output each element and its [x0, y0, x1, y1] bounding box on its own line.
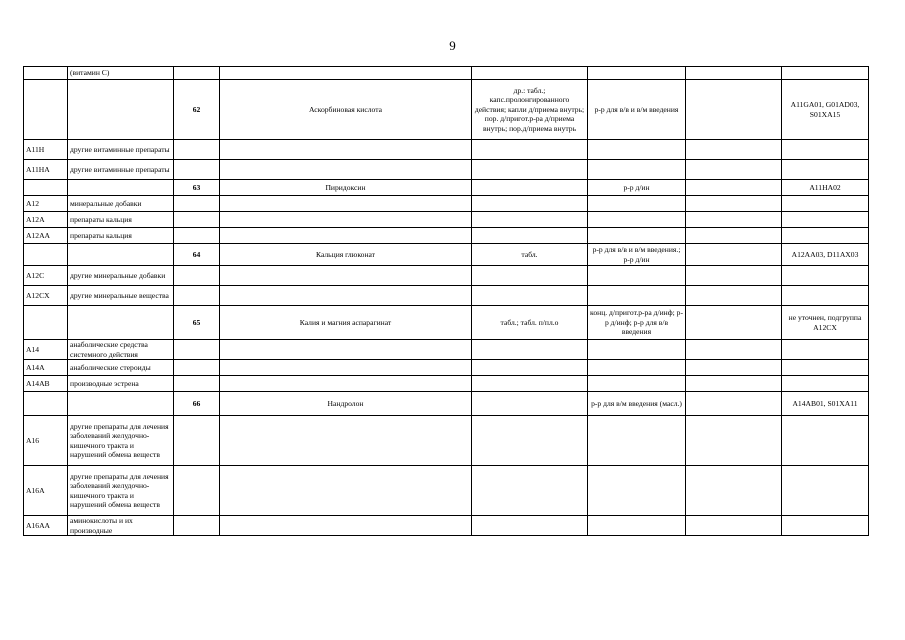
table-row — [24, 286, 869, 306]
code-cell: A16 — [24, 416, 68, 466]
number-cell — [174, 266, 220, 286]
other-form-cell — [686, 212, 782, 228]
code-cell: A16AA — [24, 516, 68, 536]
table-row — [24, 160, 869, 180]
atc-code-cell: A11GA01, G01AD03, S01XA15 — [782, 80, 869, 140]
oral-form-cell — [472, 67, 588, 80]
number-cell — [174, 160, 220, 180]
drug-name-cell: Калия и магния аспарагинат — [220, 306, 472, 340]
atc-code-cell — [782, 360, 869, 376]
drug-name-cell — [220, 466, 472, 516]
number-cell — [174, 516, 220, 536]
other-form-cell — [686, 266, 782, 286]
group-name-cell: другие препараты для лечения заболеваний желудочно-кишечного тракта и нарушений обмена веществ — [68, 466, 174, 516]
table-row — [24, 212, 869, 228]
injection-form-cell — [588, 266, 686, 286]
atc-code-cell: A14AB01, S01XA11 — [782, 392, 869, 416]
oral-form-cell — [472, 228, 588, 244]
table-row — [24, 228, 869, 244]
oral-form-cell — [472, 516, 588, 536]
other-form-cell — [686, 340, 782, 360]
injection-form-cell — [588, 360, 686, 376]
oral-form-cell — [472, 266, 588, 286]
table-row — [24, 67, 869, 80]
other-form-cell — [686, 466, 782, 516]
other-form-cell — [686, 180, 782, 196]
other-form-cell — [686, 392, 782, 416]
number-cell — [174, 67, 220, 80]
group-name-cell: другие витаминные препараты — [68, 160, 174, 180]
number-cell: 62 — [174, 80, 220, 140]
oral-form-cell — [472, 376, 588, 392]
number-cell — [174, 196, 220, 212]
group-name-cell — [68, 244, 174, 266]
group-name-cell: препараты кальция — [68, 228, 174, 244]
oral-form-cell — [472, 466, 588, 516]
other-form-cell — [686, 244, 782, 266]
injection-form-cell — [588, 228, 686, 244]
number-cell — [174, 416, 220, 466]
other-form-cell — [686, 80, 782, 140]
group-name-cell — [68, 80, 174, 140]
group-name-cell: аминокислоты и их производные — [68, 516, 174, 536]
injection-form-cell — [588, 466, 686, 516]
atc-code-cell — [782, 160, 869, 180]
group-name-cell: другие минеральные вещества — [68, 286, 174, 306]
injection-form-cell — [588, 286, 686, 306]
drug-name-cell — [220, 376, 472, 392]
injection-form-cell — [588, 376, 686, 392]
injection-form-cell — [588, 140, 686, 160]
number-cell: 66 — [174, 392, 220, 416]
oral-form-cell — [472, 392, 588, 416]
code-cell: A11H — [24, 140, 68, 160]
number-cell: 65 — [174, 306, 220, 340]
number-cell — [174, 228, 220, 244]
oral-form-cell: табл.; табл. п/пл.о — [472, 306, 588, 340]
oral-form-cell: табл. — [472, 244, 588, 266]
atc-code-cell — [782, 228, 869, 244]
atc-code-cell — [782, 196, 869, 212]
oral-form-cell — [472, 212, 588, 228]
drug-name-cell — [220, 516, 472, 536]
drug-name-cell: Пиридоксин — [220, 180, 472, 196]
drug-name-cell — [220, 266, 472, 286]
atc-code-cell — [782, 140, 869, 160]
number-cell — [174, 212, 220, 228]
other-form-cell — [686, 67, 782, 80]
table-row — [24, 376, 869, 392]
atc-code-cell — [782, 466, 869, 516]
injection-form-cell — [588, 340, 686, 360]
injection-form-cell — [588, 160, 686, 180]
number-cell — [174, 340, 220, 360]
group-name-cell — [68, 306, 174, 340]
oral-form-cell: др.: табл.; капс.пролонгированного действия; капли д/приема внутрь; пор. д/пригот.р-ра д/приема внутрь; пор.д/приема внутрь — [472, 80, 588, 140]
atc-code-cell — [782, 416, 869, 466]
other-form-cell — [686, 306, 782, 340]
code-cell: A12CX — [24, 286, 68, 306]
group-name-cell: анаболические стероиды — [68, 360, 174, 376]
oral-form-cell — [472, 180, 588, 196]
drug-name-cell — [220, 212, 472, 228]
atc-code-cell — [782, 516, 869, 536]
drug-name-cell: Нандролон — [220, 392, 472, 416]
drug-name-cell: Аскорбиновая кислота — [220, 80, 472, 140]
code-cell — [24, 180, 68, 196]
group-name-cell — [68, 180, 174, 196]
table-row — [24, 416, 869, 466]
drug-name-cell — [220, 340, 472, 360]
injection-form-cell — [588, 416, 686, 466]
oral-form-cell — [472, 160, 588, 180]
table-row — [24, 516, 869, 536]
other-form-cell — [686, 196, 782, 212]
atc-code-cell — [782, 376, 869, 392]
drug-name-cell: Кальция глюконат — [220, 244, 472, 266]
code-cell — [24, 67, 68, 80]
other-form-cell — [686, 140, 782, 160]
number-cell — [174, 360, 220, 376]
atc-code-cell — [782, 286, 869, 306]
table-row — [24, 196, 869, 212]
other-form-cell — [686, 228, 782, 244]
oral-form-cell — [472, 360, 588, 376]
number-cell — [174, 466, 220, 516]
group-name-cell: минеральные добавки — [68, 196, 174, 212]
atc-code-cell: не уточнен, подгруппа A12CX — [782, 306, 869, 340]
oral-form-cell — [472, 286, 588, 306]
number-cell — [174, 286, 220, 306]
atc-code-cell — [782, 67, 869, 80]
atc-code-cell: A11HA02 — [782, 180, 869, 196]
drug-name-cell — [220, 360, 472, 376]
number-cell — [174, 376, 220, 392]
oral-form-cell — [472, 416, 588, 466]
table-row — [24, 466, 869, 516]
table-row — [24, 392, 869, 416]
code-cell: A11HA — [24, 160, 68, 180]
group-name-cell — [68, 392, 174, 416]
number-cell: 64 — [174, 244, 220, 266]
group-name-cell: другие препараты для лечения заболеваний желудочно-кишечного тракта и нарушений обмена веществ — [68, 416, 174, 466]
table-row — [24, 266, 869, 286]
code-cell: A14AB — [24, 376, 68, 392]
table-row — [24, 340, 869, 360]
injection-form-cell: конц. д/пригот.р-ра д/инф; р-р д/инф; р-р для в/в введения — [588, 306, 686, 340]
injection-form-cell — [588, 196, 686, 212]
code-cell: A14A — [24, 360, 68, 376]
drug-name-cell — [220, 286, 472, 306]
table-row — [24, 180, 869, 196]
drug-name-cell — [220, 140, 472, 160]
code-cell — [24, 392, 68, 416]
injection-form-cell — [588, 67, 686, 80]
other-form-cell — [686, 360, 782, 376]
drug-name-cell — [220, 67, 472, 80]
other-form-cell — [686, 286, 782, 306]
atc-code-cell — [782, 212, 869, 228]
atc-code-cell: A12AA03, D11AX03 — [782, 244, 869, 266]
code-cell: A12AA — [24, 228, 68, 244]
drug-name-cell — [220, 160, 472, 180]
code-cell: A16A — [24, 466, 68, 516]
group-name-cell: другие минеральные добавки — [68, 266, 174, 286]
table-row — [24, 140, 869, 160]
table-row — [24, 80, 869, 140]
group-name-cell: (витамин С) — [68, 67, 174, 80]
table-body — [24, 67, 869, 536]
oral-form-cell — [472, 140, 588, 160]
code-cell: A14 — [24, 340, 68, 360]
medication-table — [23, 66, 869, 536]
drug-name-cell — [220, 228, 472, 244]
group-name-cell: анаболические средства системного действия — [68, 340, 174, 360]
injection-form-cell: р-р д/ин — [588, 180, 686, 196]
atc-code-cell — [782, 340, 869, 360]
table-row — [24, 360, 869, 376]
code-cell — [24, 80, 68, 140]
code-cell: A12A — [24, 212, 68, 228]
number-cell — [174, 140, 220, 160]
group-name-cell: препараты кальция — [68, 212, 174, 228]
oral-form-cell — [472, 340, 588, 360]
number-cell: 63 — [174, 180, 220, 196]
page-number: 9 — [449, 38, 456, 53]
code-cell — [24, 306, 68, 340]
code-cell — [24, 244, 68, 266]
atc-code-cell — [782, 266, 869, 286]
drug-name-cell — [220, 416, 472, 466]
other-form-cell — [686, 160, 782, 180]
other-form-cell — [686, 516, 782, 536]
oral-form-cell — [472, 196, 588, 212]
injection-form-cell: р-р для в/в и в/м введения.; р-р д/ин — [588, 244, 686, 266]
injection-form-cell: р-р для в/в и в/м введения — [588, 80, 686, 140]
table-row — [24, 306, 869, 340]
injection-form-cell: р-р для в/м введения (масл.) — [588, 392, 686, 416]
table-row — [24, 244, 869, 266]
other-form-cell — [686, 376, 782, 392]
group-name-cell: производные эстрена — [68, 376, 174, 392]
injection-form-cell — [588, 212, 686, 228]
code-cell: A12 — [24, 196, 68, 212]
other-form-cell — [686, 416, 782, 466]
code-cell: A12C — [24, 266, 68, 286]
drug-name-cell — [220, 196, 472, 212]
injection-form-cell — [588, 516, 686, 536]
group-name-cell: другие витаминные препараты — [68, 140, 174, 160]
